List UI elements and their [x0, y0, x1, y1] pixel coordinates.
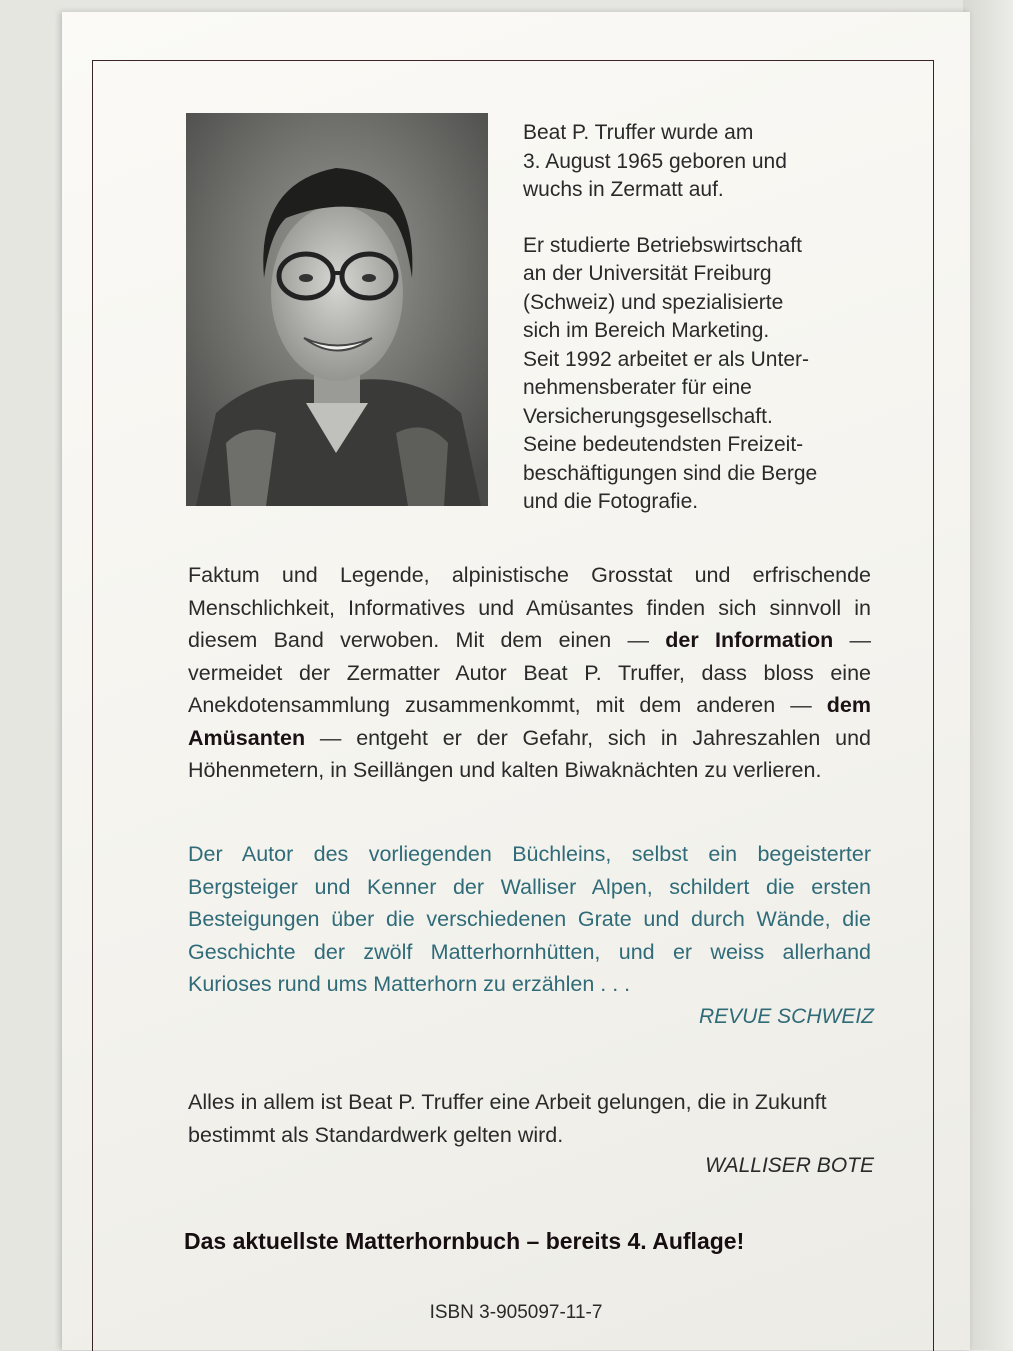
description-text-3: — entgeht er der Gefahr, sich in Jahreszahlen und Höhenmetern, in Seillängen und kalten Biwaknächten zu verlieren. — [188, 725, 871, 782]
review-source: REVUE SCHWEIZ — [698, 1005, 874, 1028]
press-quote: Alles in allem ist Beat P. Truffer eine Arbeit gelungen, die in Zukunft bestimmt als Standardwerk gelten wird. — [188, 1090, 827, 1147]
isbn-number: ISBN 3-905097-11-7 — [429, 1302, 603, 1323]
bio-paragraph-1: Beat P. Truffer wurde am 3. August 1965 geboren und wuchs in Zermatt auf. — [523, 121, 787, 201]
description-bold-1: der Information — [665, 628, 834, 652]
description-text-1: Faktum und Legende, alpinistische Grosstat und erfrischende Menschlichkeit, Informatives und Amüsantes finden sich sinnvoll in diesem Band verwoben. Mit dem einen — — [188, 563, 871, 652]
author-photo — [186, 113, 488, 506]
description-bold-2: dem Amüsanten — [188, 693, 871, 750]
background-shadow — [963, 0, 1013, 1350]
review-quote: Der Autor des vorliegenden Büchleins, selbst ein begeisterter Bergsteiger und Kenner der Walliser Alpen, schildert die ersten Besteigungen über die verschiedenen Grate und durch Wände, die Geschichte der zwölf Matterhornhütten, und er weiss allerhand Kurioses rund ums Matterhorn zu erzählen . . . — [188, 842, 871, 996]
press-quote-source: WALLISER BOTE — [705, 1154, 874, 1177]
edition-slogan: Das aktuellste Matterhornbuch – bereits 4. Auflage! — [184, 1228, 745, 1254]
book-description — [188, 559, 871, 787]
author-biography — [523, 119, 883, 544]
book-back-cover — [62, 12, 970, 1350]
description-text-2: — vermeidet der Zermatter Autor Beat P. Truffer, dass bloss eine Anekdotensammlung zusammenkommt, mit dem anderen — — [188, 628, 871, 717]
bio-paragraph-2: Er studierte Betriebswirtschaft an der Universität Freiburg (Schweiz) und spezialisierte sich im Bereich Marketing. Seit 1992 arbeitet er als Unter- nehmensberater für eine Versicherungsgesellschaft. Seine bedeutendsten Freizeit- beschäftigungen sind die Berge und die Fotografie. — [523, 233, 818, 513]
